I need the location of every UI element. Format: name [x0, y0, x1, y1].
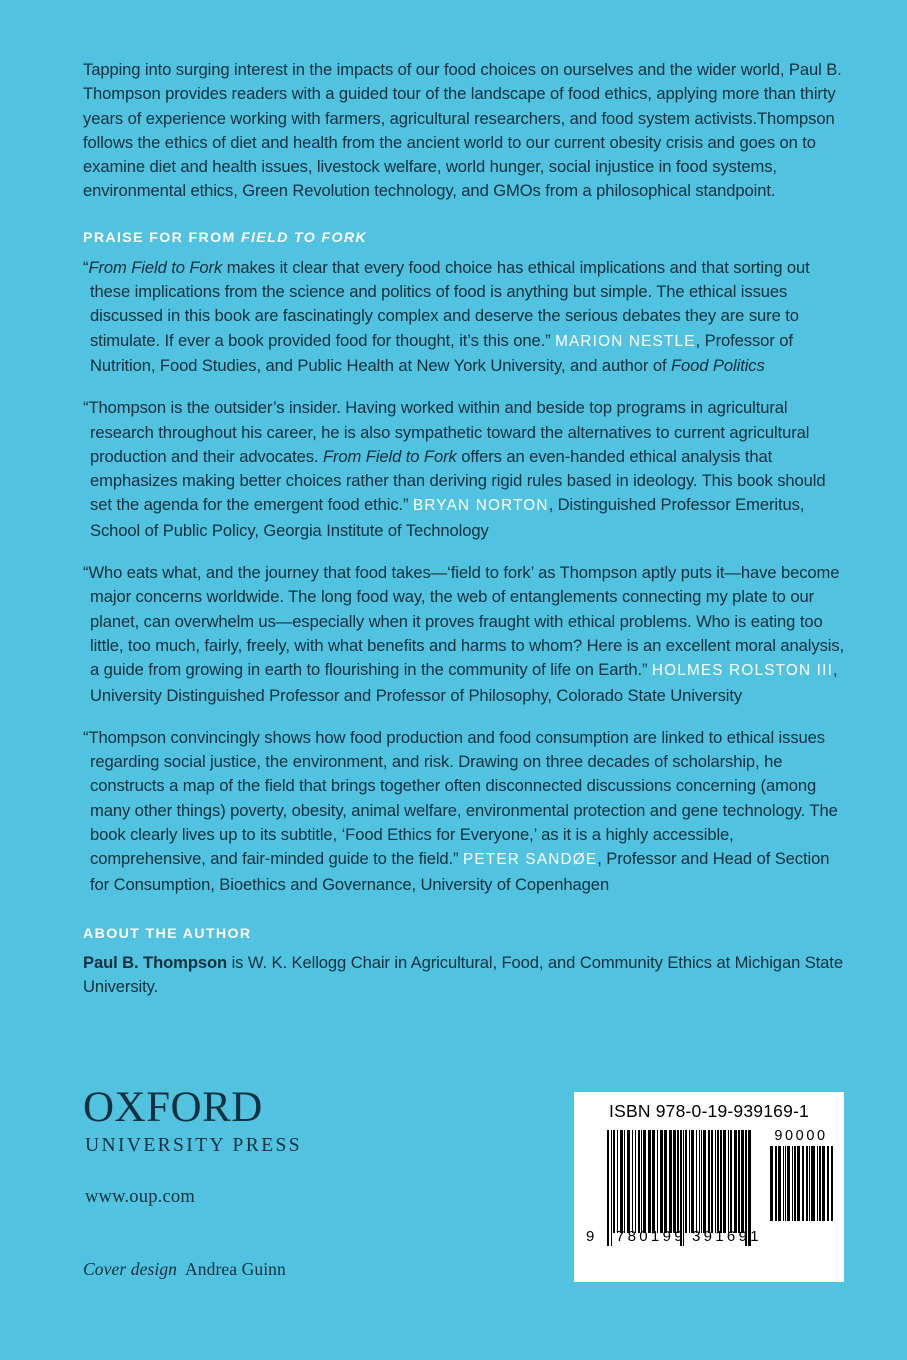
text-column — [83, 58, 845, 1000]
praise-heading — [83, 230, 845, 246]
author-name: Paul B. Thompson — [83, 952, 228, 972]
attribution-affiliation: , Professor of Nutrition, Food Studies, and Public Health at New York University, and author of — [90, 330, 793, 375]
book-blurb: Tapping into surging interest in the impacts of our food choices on ourselves and the wider world, Paul B. Thompson provides readers with a guided tour of the landscape of food ethics, applying more than thirty years of experience working with farmers, agricultural researchers, and food system activists.Thompson follows the ethics of diet and health from the ancient world to our current obesity crisis and goes on to examine diet and health issues, livestock welfare, world hunger, social injustice in food systems, environmental ethics, Green Revolution technology, and GMOs from a philosophical standpoint. — [83, 60, 842, 201]
quote-body-a: Thompson is the outsider’s insider. Having worked within and beside top programs in agricultural research throughout his career, he is also sympathetic toward the alternatives to current agricultural production and their advocates. — [88, 398, 810, 466]
quote-body: makes it clear that every food choice has ethical implications and that sorting out these implications from the science and politics of food is anything but simple. The ethical issues discussed in this book are fascinatingly complex and deserve the serious debates they are sure to stimulate. If ever a book provided food for thought, it’s this one.” — [90, 257, 810, 350]
quote-open-mark: “ — [83, 727, 89, 747]
barcode-addon-digits: 90000 — [774, 1128, 828, 1144]
publisher-url[interactable]: www.oup.com — [85, 1187, 195, 1207]
praise-heading-wrapper — [83, 230, 845, 246]
quote-open-mark: “ — [83, 563, 89, 583]
quote-inline-title: From Field to Fork — [322, 446, 457, 466]
praise-quote-2 — [83, 396, 845, 543]
praise-quote-1 — [83, 256, 845, 378]
quote-title-lead: From Field to Fork — [88, 257, 223, 277]
praise-quote-4 — [83, 726, 845, 897]
attribution-name: BRYAN NORTON — [412, 497, 549, 515]
ean-first-digit: 9 — [586, 1228, 595, 1245]
quote-body-b: offers an even-handed ethical analysis that emphasizes making better choices rather than deriving rigid rules based in ideology. This book should set the agenda for the emergent food ethic.” — [90, 446, 826, 515]
praise-heading-title: FIELD TO FORK — [240, 229, 368, 246]
attribution-name: HOLMES ROLSTON III — [651, 662, 834, 680]
attribution-affiliation: , Distinguished Professor Emeritus, School of Public Policy, Georgia Institute of Technology — [90, 495, 805, 540]
ean-left-group: 780199 — [616, 1228, 686, 1245]
cover-design-label: Cover design — [83, 1259, 178, 1279]
attribution-book-title: Food Politics — [671, 355, 765, 375]
ean-right-group: 391691 — [692, 1228, 762, 1245]
barcode-bars-addon — [770, 1146, 834, 1221]
isbn-text: ISBN 978-0-19-939169-1 — [609, 1101, 809, 1121]
praise-quote-3 — [83, 561, 845, 708]
barcode-bars-main — [607, 1130, 757, 1233]
cover-designer-name: Andrea Guinn — [185, 1259, 286, 1279]
author-bio — [83, 951, 845, 1000]
publisher-name: OXFORD — [83, 1084, 263, 1131]
barcode-panel — [574, 1092, 844, 1282]
attribution-affiliation: , University Distinguished Professor and Professor of Philosophy, Colorado State University — [90, 660, 838, 705]
quote-open-mark: “ — [83, 257, 89, 277]
publisher-logo — [83, 1084, 413, 1208]
cover-design-credit — [83, 1259, 286, 1280]
publisher-subtitle: UNIVERSITY PRESS — [85, 1135, 302, 1156]
about-author-heading-wrapper — [83, 926, 845, 942]
quote-body-a: Who eats what, and the journey that food takes—‘field to fork’ as Thompson aptly puts it—have become major concerns worldwide. The long food way, the web of entanglements connecting my plate to our planet, can overwhelm us—especially when it proves fraught with ethical problems. Who is eating too little, too much, fairly, freely, with what benefits and harms to whom? Here is an excellent moral analysis, a guide from growing in earth to flourishing in the community of life on Earth.” — [88, 563, 845, 680]
attribution-name: PETER SANDØE — [462, 851, 598, 869]
quote-body-a: Thompson convincingly shows how food production and food consumption are linked to ethical issues regarding social justice, the environment, and risk. Drawing on three decades of scholarship, he constructs a map of the field that brings together often disconnected discussions concerning (among many other things) poverty, obesity, animal welfare, environmental protection and gene technology. The book clearly lives up to its subtitle, ‘Food Ethics for Everyone,’ as it is a highly accessible, comprehensive, and fair-minded guide to the field.” — [88, 727, 838, 869]
about-author-heading: ABOUT THE AUTHOR — [83, 925, 252, 942]
author-description: is W. K. Kellogg Chair in Agricultural, Food, and Community Ethics at Michigan State University. — [83, 952, 843, 997]
attribution-affiliation: , Professor and Head of Section for Consumption, Bioethics and Governance, University of Copenhagen — [90, 849, 830, 894]
attribution-name: MARION NESTLE — [555, 332, 696, 350]
praise-heading-prefix: PRAISE FOR FROM — [83, 229, 241, 246]
quote-open-mark: “ — [83, 398, 89, 418]
